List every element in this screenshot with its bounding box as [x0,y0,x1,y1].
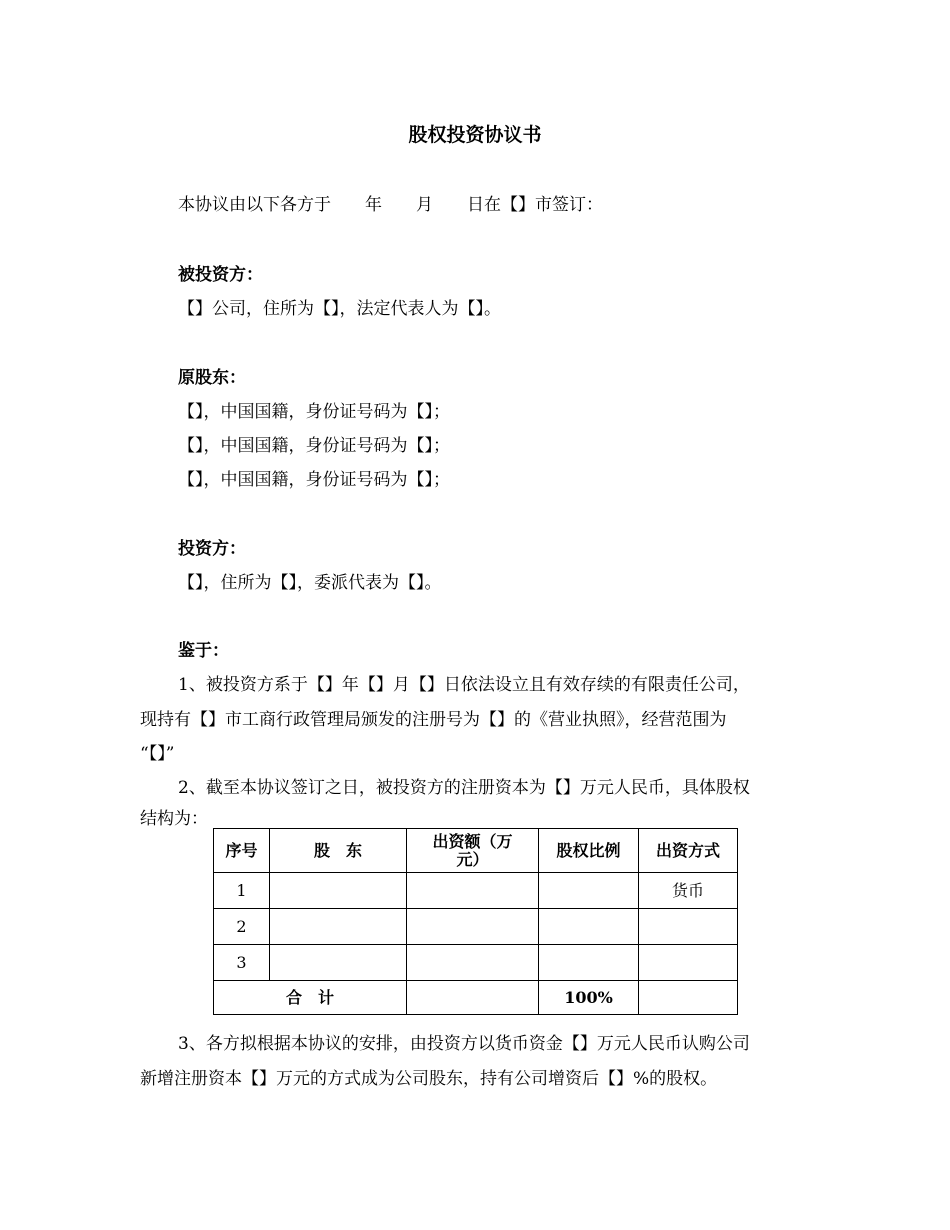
original-shareholder-line: 【】，中国国籍，身份证号码为【】； [178,402,450,422]
clause-1-line: “【】” [140,744,175,764]
total-method [639,981,738,1015]
table-cell [639,945,738,981]
clause-3-line: 新增注册资本【】万元的方式成为公司股东，持有公司增资后【】%的股权。 [140,1069,718,1089]
table-cell [407,945,539,981]
header-cell-no: 序号 [214,829,270,873]
header-cell-shareholder: 股 东 [270,829,407,873]
table-cell: 货币 [639,873,738,909]
table-header-row [214,829,738,873]
header-amount-text: 出资额（万元） [432,831,513,869]
table-cell [407,873,539,909]
total-amount [407,981,539,1015]
original-shareholder-line: 【】，中国国籍，身份证号码为【】； [178,436,450,456]
table-cell: 2 [214,909,270,945]
clause-2-line: 2、截至本协议签订之日，被投资方的注册资本为【】万元人民币，具体股权 [178,778,750,798]
clause-3-line: 3、各方拟根据本协议的安排，由投资方以货币资金【】万元人民币认购公司 [178,1034,750,1054]
table-cell [539,909,639,945]
table-total-row [214,981,738,1015]
clause-1-line: 1、被投资方系于【】年【】月【】日依法设立且有效存续的有限责任公司， [178,675,750,695]
header-cell-method: 出资方式 [639,829,738,873]
intro-line: 本协议由以下各方于 年 月 日在【】市签订： [178,195,603,215]
header-cell-amount [407,829,539,873]
investor-heading: 投资方： [178,539,246,559]
table-cell [270,945,407,981]
table-cell: 3 [214,945,270,981]
investee-heading: 被投资方： [178,265,263,285]
original-shareholder-line: 【】，中国国籍，身份证号码为【】； [178,470,450,490]
investee-line: 【】公司，住所为【】，法定代表人为【】。 [178,299,501,319]
clause-1-line: 现持有【】市工商行政管理局颁发的注册号为【】的《营业执照》，经营范围为 [140,710,727,730]
whereas-heading: 鉴于： [178,641,229,661]
table-cell [539,945,639,981]
table-cell [270,909,407,945]
total-label: 合 计 [214,981,407,1015]
table-cell [539,873,639,909]
table-row [214,945,738,981]
total-ratio: 100% [539,981,639,1015]
table-cell [270,873,407,909]
table-row [214,873,738,909]
table-cell [407,909,539,945]
table-row [214,909,738,945]
original-shareholders-heading: 原股东： [178,368,246,388]
table-cell [639,909,738,945]
investor-line: 【】，住所为【】，委派代表为【】。 [178,573,442,593]
clause-2-line: 结构为： [140,809,208,829]
equity-structure-table [213,828,738,1015]
document-title: 股权投资协议书 [408,124,542,146]
table-cell: 1 [214,873,270,909]
header-cell-ratio: 股权比例 [539,829,639,873]
